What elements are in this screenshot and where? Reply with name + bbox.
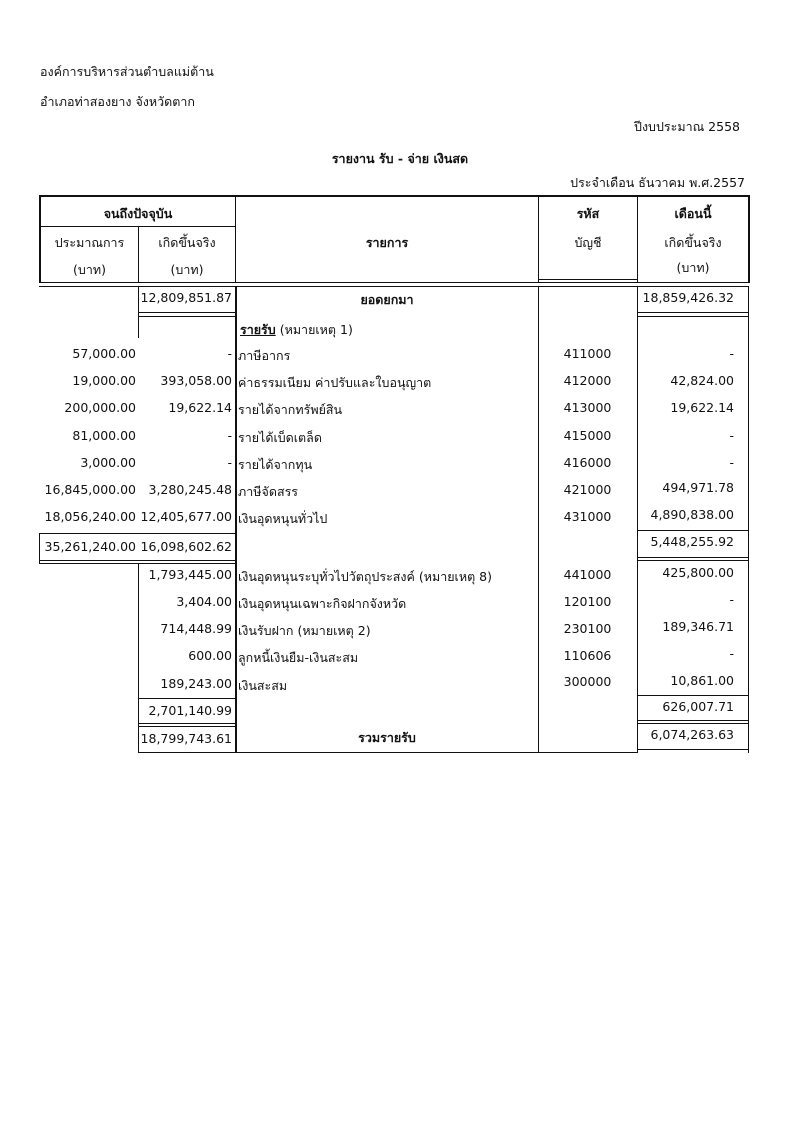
row-estimate: 81,000.00	[72, 428, 136, 443]
row-month: 4,890,838.00	[650, 507, 734, 522]
row-month: 42,824.00	[670, 373, 734, 388]
row-month: -	[729, 455, 734, 470]
grand-total-label: รวมรายรับ	[358, 730, 416, 745]
row-actual: 3,404.00	[176, 594, 232, 609]
row-actual: 12,405,677.00	[140, 509, 232, 524]
brought-forward-label: ยอดยกมา	[360, 292, 414, 307]
row-label: เงินอุดหนุนเฉพาะกิจฝากจังหวัด	[238, 596, 407, 611]
brought-forward-month: 18,859,426.32	[642, 290, 734, 305]
row-estimate: 200,000.00	[64, 400, 136, 415]
row-actual: 600.00	[188, 648, 232, 663]
row-month: -	[729, 428, 734, 443]
row-code: 110606	[563, 648, 612, 663]
row-code: 416000	[563, 455, 612, 470]
revenue-section-title	[240, 320, 353, 340]
row-month: 189,346.71	[662, 619, 734, 634]
row-actual: 393,058.00	[160, 373, 232, 388]
fiscal-year: ปีงบประมาณ 2558	[634, 119, 740, 134]
row-code: 120100	[563, 594, 612, 609]
row-estimate: 3,000.00	[80, 455, 136, 470]
row-label: เงินอุดหนุนทั่วไป	[238, 511, 328, 526]
row-code: 413000	[563, 400, 612, 415]
row-code: 421000	[563, 482, 612, 497]
row-month: 494,971.78	[662, 480, 734, 495]
row-code: 300000	[563, 674, 612, 689]
row-month: -	[729, 346, 734, 361]
row-code: 411000	[563, 346, 612, 361]
row-code: 412000	[563, 373, 612, 388]
row-estimate: 18,056,240.00	[44, 509, 136, 524]
grand-total-actual: 18,799,743.61	[140, 731, 232, 746]
revenue-subtotal-actual: 16,098,602.62	[140, 539, 232, 554]
header-estimate: ประมาณการ	[54, 235, 125, 250]
header-actual-unit: (บาท)	[170, 262, 204, 277]
row-month: 19,622.14	[670, 400, 734, 415]
row-actual: 1,793,445.00	[148, 567, 232, 582]
row-estimate: 19,000.00	[72, 373, 136, 388]
row-month: -	[729, 646, 734, 661]
row-label: ภาษีอากร	[238, 348, 291, 363]
row-estimate: 16,845,000.00	[44, 482, 136, 497]
row-label: ลูกหนี้เงินยืม-เงินสะสม	[238, 650, 359, 665]
row-actual: 714,448.99	[160, 621, 232, 636]
header-to-date: จนถึงปัจจุบัน	[103, 206, 173, 221]
row-code: 441000	[563, 567, 612, 582]
row-label: เงินสะสม	[238, 678, 288, 693]
revenue-note: (หมายเหตุ 1)	[279, 322, 353, 337]
org-name: องค์การบริหารส่วนตำบลแม่ต้าน	[40, 64, 214, 79]
row-actual: 3,280,245.48	[148, 482, 232, 497]
row-label: รายได้จากทุน	[238, 457, 313, 472]
row-month: 425,800.00	[662, 565, 734, 580]
row-actual: -	[227, 455, 232, 470]
row-label: ค่าธรรมเนียม ค่าปรับและใบอนุญาต	[238, 375, 432, 390]
row-label: รายได้เบ็ดเตล็ด	[238, 430, 322, 445]
other-subtotal-month: 626,007.71	[662, 699, 734, 714]
revenue-title: รายรับ	[240, 322, 276, 337]
report-title: รายงาน รับ - จ่าย เงินสด	[331, 151, 469, 166]
header-code-line2: บัญชี	[574, 235, 602, 250]
row-month: 10,861.00	[670, 673, 734, 688]
header-estimate-unit: (บาท)	[73, 262, 106, 277]
row-actual: -	[227, 428, 232, 443]
org-district: อำเภอท่าสองยาง จังหวัดตาก	[40, 94, 195, 109]
row-label: ภาษีจัดสรร	[238, 484, 298, 499]
header-month-actual: เกิดขึ้นจริง	[664, 235, 722, 250]
header-actual: เกิดขึ้นจริง	[158, 235, 216, 250]
row-label: เงินอุดหนุนระบุทั่วไปวัตถุประสงค์ (หมายเหตุ 8)	[238, 569, 492, 584]
other-subtotal-actual: 2,701,140.99	[148, 703, 232, 718]
row-month: -	[729, 592, 734, 607]
row-actual: 189,243.00	[160, 676, 232, 691]
header-code-line1: รหัส	[576, 206, 600, 221]
row-label: รายได้จากทรัพย์สิน	[238, 402, 343, 417]
row-actual: 19,622.14	[168, 400, 232, 415]
row-estimate: 57,000.00	[72, 346, 136, 361]
revenue-subtotal-estimate: 35,261,240.00	[44, 539, 136, 554]
row-code: 431000	[563, 509, 612, 524]
header-month-unit: (บาท)	[676, 260, 710, 275]
row-actual: -	[227, 346, 232, 361]
header-this-month: เดือนนี้	[674, 206, 712, 221]
header-item: รายการ	[365, 235, 409, 250]
row-label: เงินรับฝาก (หมายเหตุ 2)	[238, 623, 371, 638]
brought-forward-actual: 12,809,851.87	[140, 290, 232, 305]
grand-total-month: 6,074,263.63	[650, 727, 734, 742]
revenue-subtotal-month: 5,448,255.92	[650, 534, 734, 549]
report-period: ประจำเดือน ธันวาคม พ.ศ.2557	[570, 175, 745, 190]
row-code: 415000	[563, 428, 612, 443]
row-code: 230100	[563, 621, 612, 636]
